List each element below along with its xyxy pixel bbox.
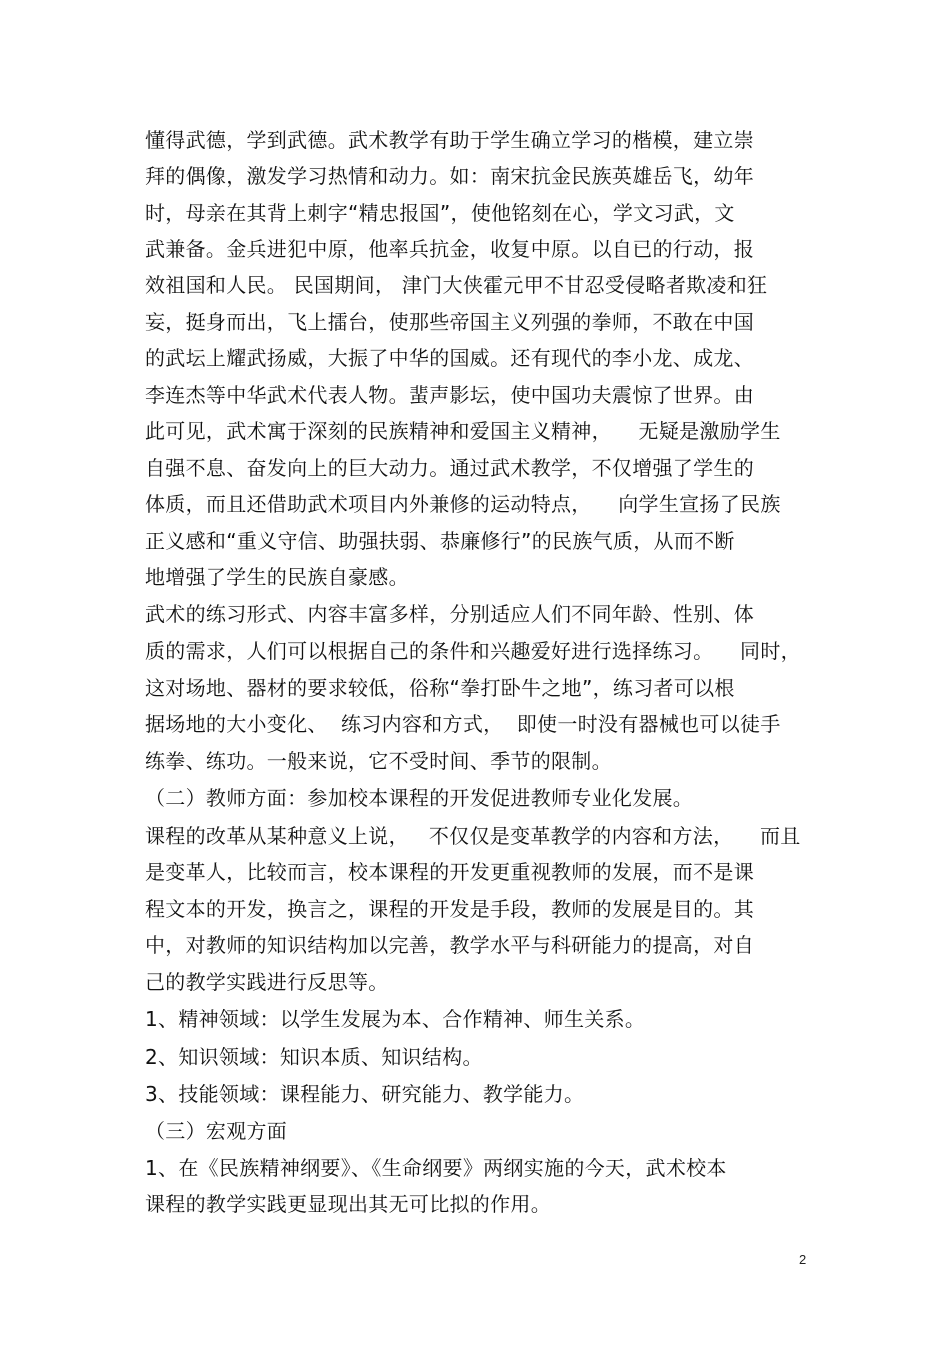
text-line: 自强不息、奋发向上的巨大动力。通过武术教学，不仅增强了学生的 [145,456,754,480]
text-line: 时，母亲在其背上刺字“精忠报国”，使他铭刻在心，学文习武，文 [145,201,735,225]
text-line: 的武坛上耀武扬威，大振了中华的国威。还有现代的李小龙、成龙、 [145,346,754,370]
section-heading: （三）宏观方面 [145,1119,288,1143]
text-line: 课程的改革从某种意义上说， 不仅仅是变革教学的内容和方法， 而且 [145,824,801,848]
text-line: 懂得武德，学到武德。武术教学有助于学生确立学习的楷模，建立崇 [145,128,754,152]
text-line: 据场地的大小变化、 练习内容和方式， 即使一时没有器械也可以徒手 [145,712,781,736]
text-line: 妄，挺身而出，飞上擂台，使那些帝国主义列强的拳师，不敢在中国 [145,310,754,334]
text-line: 此可见，武术寓于深刻的民族精神和爱国主义精神， 无疑是激励学生 [145,419,781,443]
text-line: 质的需求，人们可以根据自己的条件和兴趣爱好进行选择练习。 同时， [145,639,801,663]
list-item: 3、技能领域：课程能力、研究能力、教学能力。 [145,1082,585,1106]
text-line: 课程的教学实践更显现出其无可比拟的作用。 [145,1192,551,1216]
list-item: 1、精神领域：以学生发展为本、合作精神、师生关系。 [145,1007,646,1031]
text-line: 练拳、练功。一般来说，它不受时间、季节的限制。 [145,749,612,773]
text-line: 这对场地、器材的要求较低，俗称“拳打卧牛之地”，练习者可以根 [145,676,735,700]
text-line: 武术的练习形式、内容丰富多样，分别适应人们不同年龄、性别、体 [145,602,754,626]
text-line: 正义感和“重义守信、助强扶弱、恭廉修行”的民族气质，从而不断 [145,529,735,553]
text-line: 1、在《民族精神纲要》、《生命纲要》两纲实施的今天，武术校本 [145,1156,727,1180]
text-line: 李连杰等中华武术代表人物。蜚声影坛，使中国功夫震惊了世界。由 [145,383,754,407]
text-line: 是变革人，比较而言，校本课程的开发更重视教师的发展，而不是课 [145,860,754,884]
text-line: 己的教学实践进行反思等。 [145,970,389,994]
text-line: 效祖国和人民。 民国期间， 津门大侠霍元甲不甘忍受侵略者欺凌和狂 [145,273,768,297]
list-item: 2、知识领域：知识本质、知识结构。 [145,1045,483,1069]
text-line: 体质，而且还借助武术项目内外兼修的运动特点， 向学生宣扬了民族 [145,492,781,516]
text-line: 中，对教师的知识结构加以完善，教学水平与科研能力的提高，对自 [145,933,754,957]
text-line: 武兼备。金兵进犯中原，他率兵抗金，收复中原。以自已的行动，报 [145,237,754,261]
text-line: 程文本的开发，换言之，课程的开发是手段，教师的发展是目的。其 [145,897,754,921]
page-number: 2 [799,1252,807,1267]
text-line: 地增强了学生的民族自豪感。 [145,565,409,589]
text-line: 拜的偶像，激发学习热情和动力。如：南宋抗金民族英雄岳飞，幼年 [145,164,754,188]
section-heading: （二）教师方面：参加校本课程的开发促进教师专业化发展。 [145,786,694,810]
